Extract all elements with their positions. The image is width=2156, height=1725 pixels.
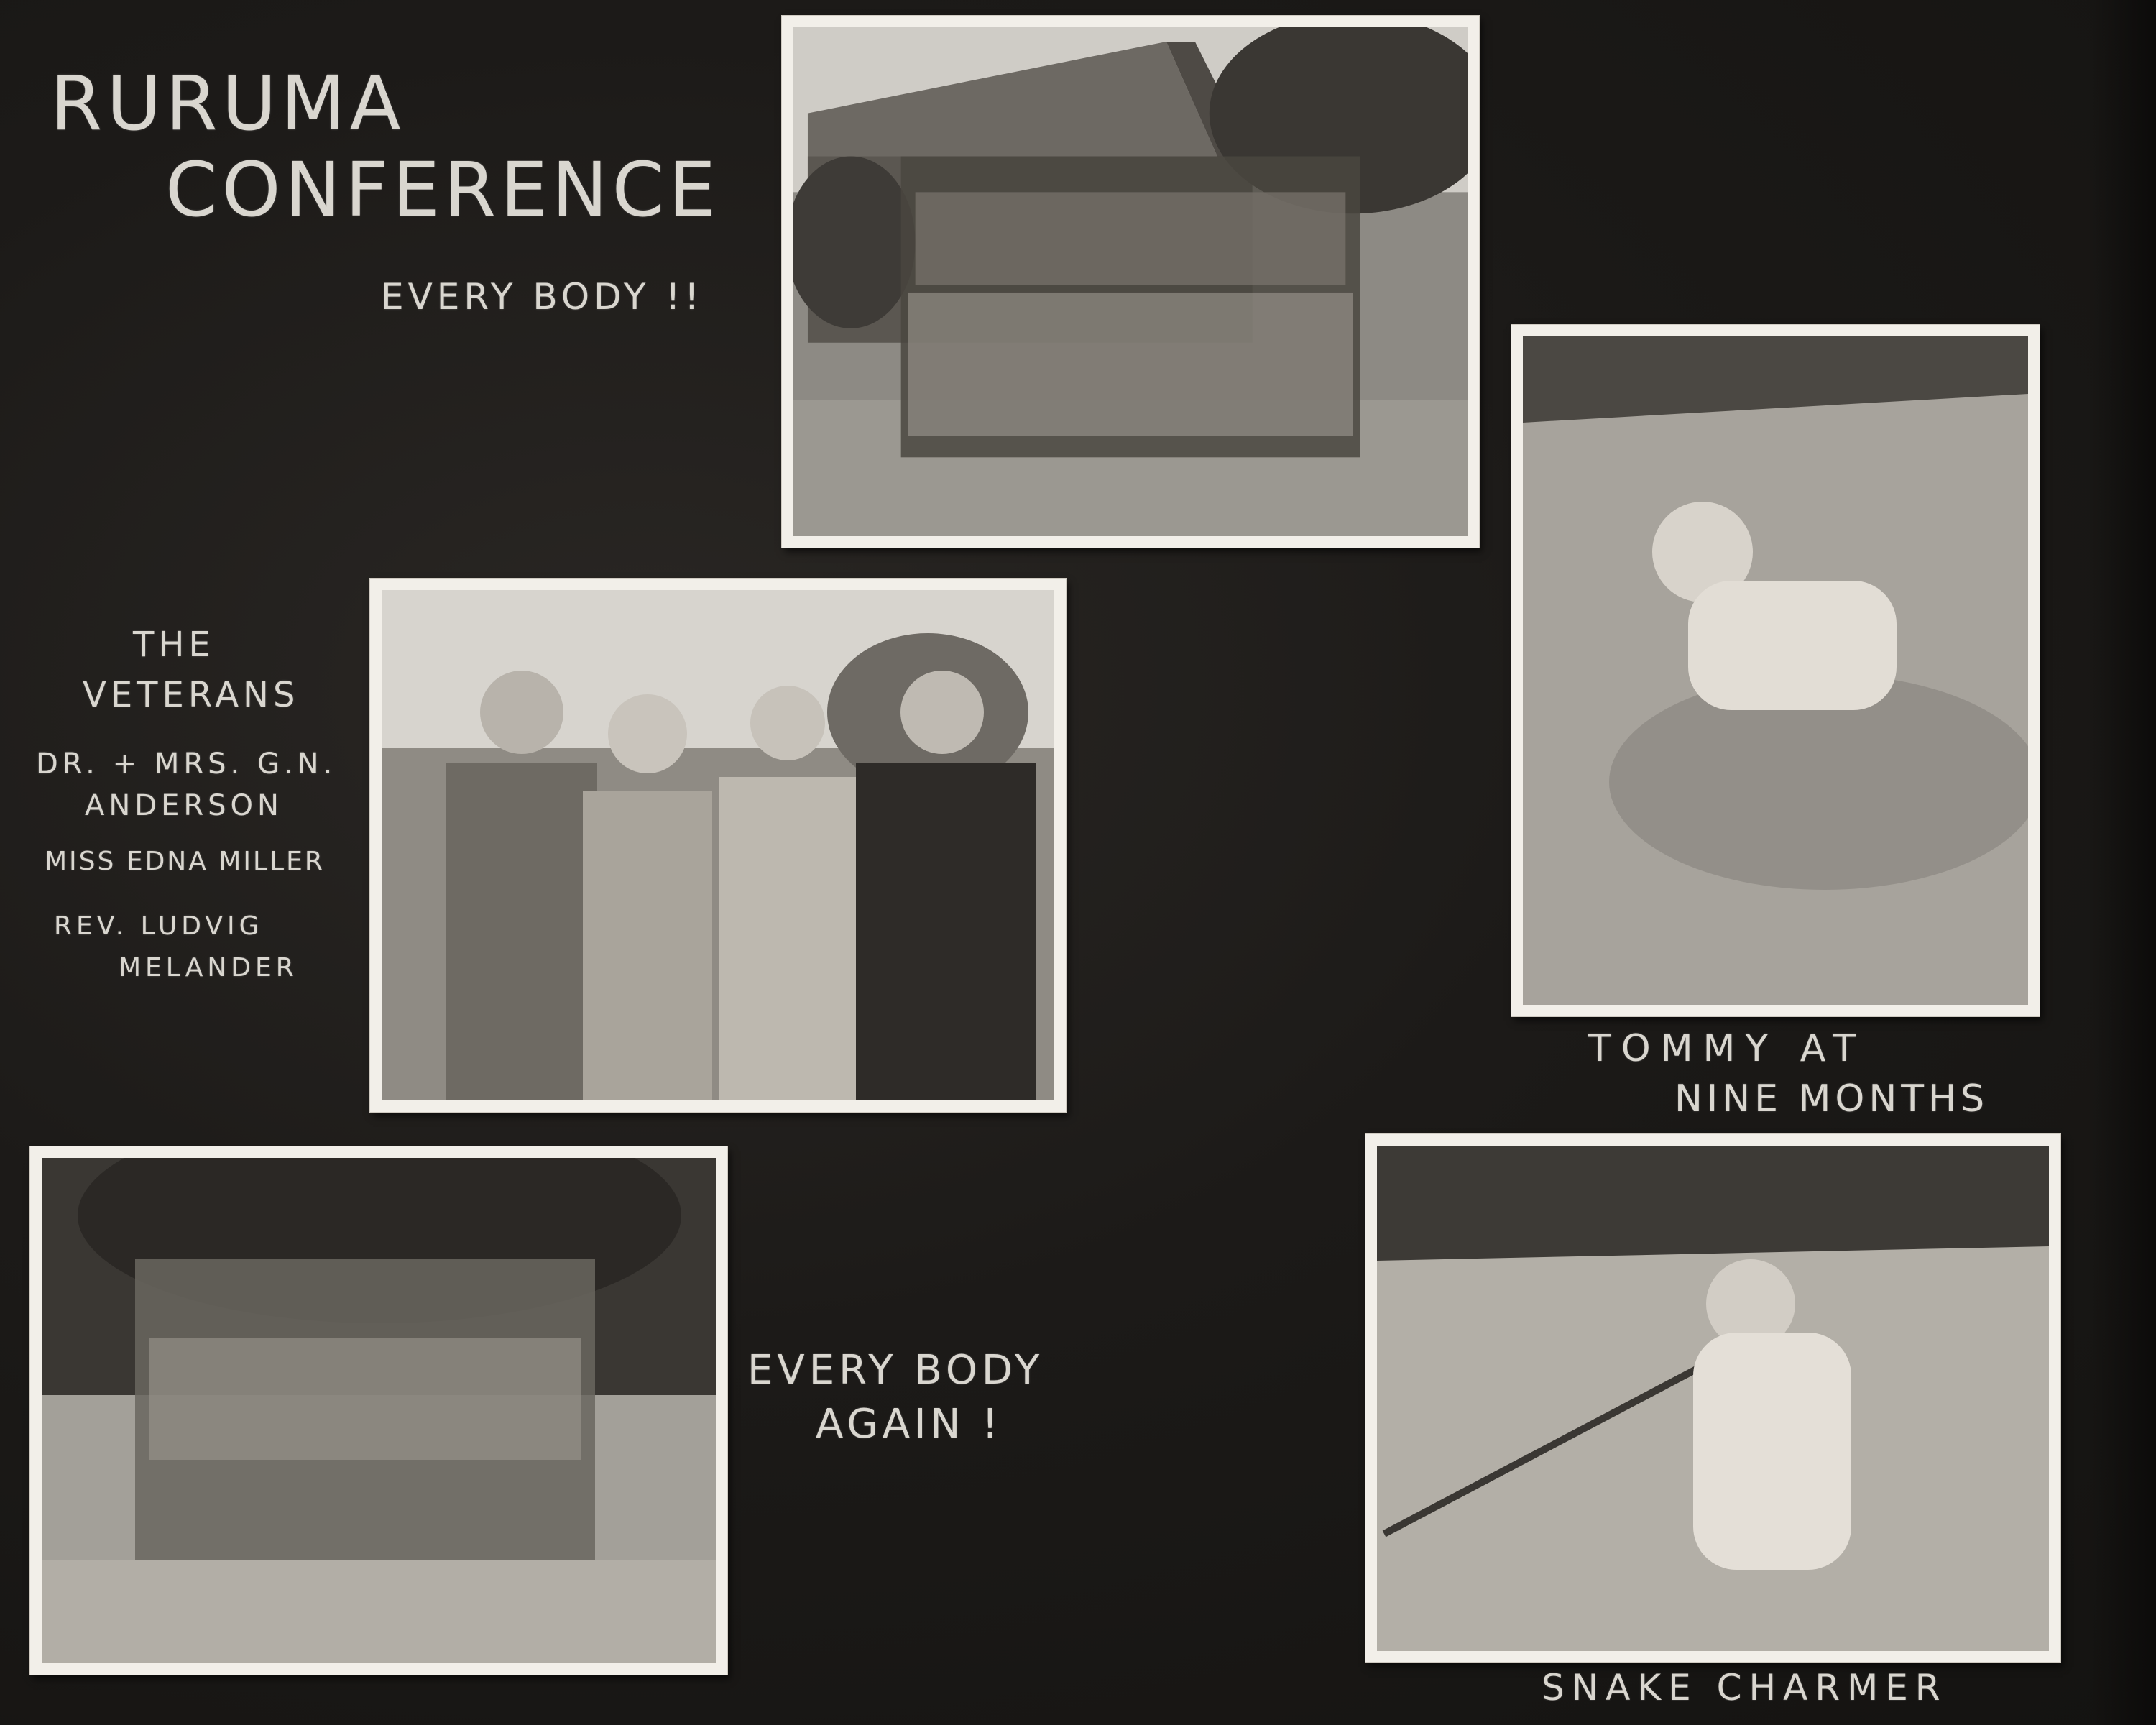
caption-everybody: EVERY BODY !! <box>381 276 704 318</box>
caption-everybody-again-1: EVERY BODY <box>747 1347 1044 1394</box>
page-edge-shadow <box>2091 0 2156 1725</box>
group-photo-trees <box>30 1146 727 1675</box>
tommy-crawling-photo <box>1511 325 2040 1016</box>
caption-tommy-2: NINE MONTHS <box>1674 1077 1989 1121</box>
veterans-photo-image <box>382 590 1054 1100</box>
group-photo-trees-image <box>42 1158 716 1663</box>
caption-names-2: ANDERSON <box>85 789 283 822</box>
caption-snake-charmer: SNAKE CHARMER <box>1542 1667 1948 1708</box>
caption-names-1: DR. + MRS. G.N. <box>36 748 337 781</box>
page-title-line2: CONFERENCE <box>165 146 720 234</box>
tommy-crawling-photo-image <box>1523 336 2028 1005</box>
caption-everybody-again-2: AGAIN ! <box>816 1401 1003 1448</box>
group-photo-barn-image <box>793 27 1468 536</box>
caption-tommy-1: TOMMY AT <box>1588 1027 1866 1070</box>
caption-names-4: REV. LUDVIG <box>54 911 264 941</box>
caption-the: THE <box>133 625 215 665</box>
caption-veterans: VETERANS <box>83 675 300 715</box>
group-photo-barn <box>782 16 1479 548</box>
caption-names-3: MISS EDNA MILLER <box>45 847 325 876</box>
snake-charmer-photo-image <box>1377 1146 2049 1651</box>
page-title-line1: RURUMA <box>50 60 405 147</box>
caption-names-5: MELANDER <box>119 953 298 983</box>
veterans-photo <box>370 579 1066 1112</box>
snake-charmer-photo <box>1365 1134 2060 1662</box>
